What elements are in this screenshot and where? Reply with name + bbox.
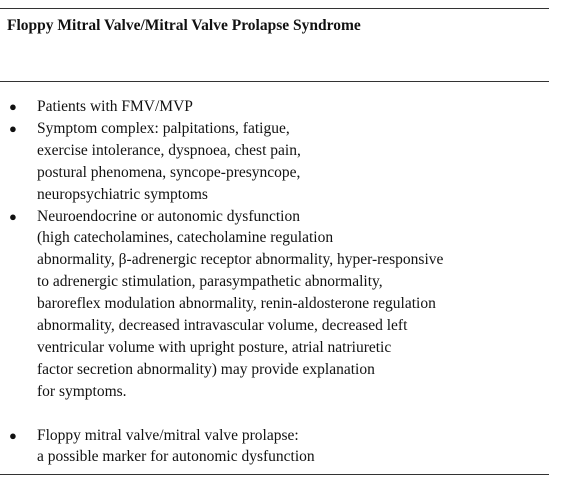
item-line: a possible marker for autonomic dysfunction: [37, 448, 315, 466]
item-line: abnormality, β-adrenergic receptor abnormality, hyper-responsive: [37, 251, 444, 269]
item-line: abnormality, decreased intravascular volume, decreased left: [37, 317, 408, 335]
bullet-icon: ●: [9, 208, 17, 224]
item-line: Patients with FMV/MVP: [37, 98, 193, 115]
list-item-symptom-complex: [0, 118, 548, 206]
item-line: (high catecholamines, catecholamine regulation: [37, 229, 334, 247]
table-title: Floppy Mitral Valve/Mitral Valve Prolapse Syndrome: [7, 17, 361, 34]
item-line: to adrenergic stimulation, parasympathetic abnormality,: [37, 273, 383, 291]
bullet-list: [0, 96, 548, 468]
list-item-neuroendocrine: [0, 206, 548, 403]
bullet-icon: ●: [9, 427, 17, 443]
bottom-rule: [0, 474, 549, 475]
item-line: neuropsychiatric symptoms: [37, 185, 208, 203]
item-line: postural phenomena, syncope-presyncope,: [37, 163, 301, 181]
bullet-icon: ●: [9, 99, 17, 114]
item-line: for symptoms.: [37, 382, 127, 400]
item-line: factor secretion abnormality) may provide explanation: [37, 360, 375, 378]
list-item-marker: [0, 425, 548, 469]
item-line: exercise intolerance, dyspnoea, chest pain,: [37, 141, 301, 159]
item-line: baroreflex modulation abnormality, renin-aldosterone regulation: [37, 295, 436, 313]
top-rule: [0, 8, 549, 9]
header-rule: [0, 81, 549, 82]
item-line: Symptom complex: palpitations, fatigue,: [37, 119, 290, 137]
item-line: ventricular volume with upright posture, atrial natriuretic: [37, 338, 392, 356]
item-line: Neuroendocrine or autonomic dysfunction: [37, 207, 300, 225]
list-item-patients: [0, 96, 548, 118]
bullet-icon: ●: [9, 120, 17, 136]
item-line: Floppy mitral valve/mitral valve prolapse:: [37, 426, 299, 444]
